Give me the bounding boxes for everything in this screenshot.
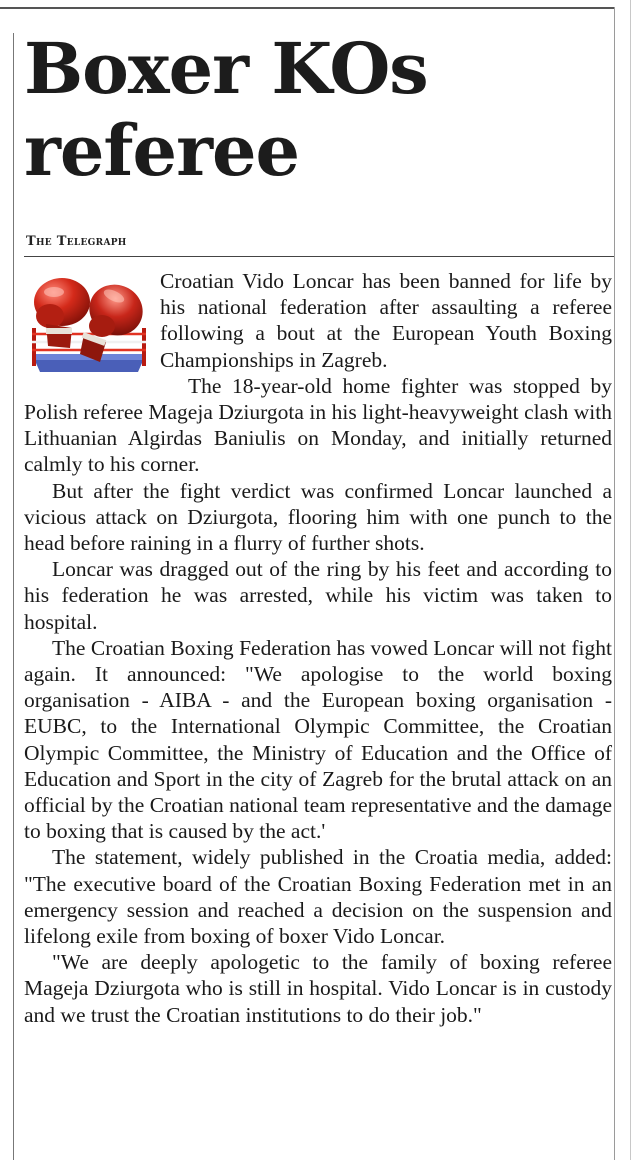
article-paragraph: But after the fight verdict was confirmed Loncar launched a vicious attack on Dziurgota, flooring him with one punch to the head before raining in a flurry of further shots. xyxy=(24,478,612,556)
top-rule xyxy=(0,7,614,9)
article-paragraph: The Croatian Boxing Federation has vowed Loncar will not fight again. It announced: "We apologise to the world boxing organisation - AIBA - and the European boxing organisation - EUBC, to the International Olympic Committee, the Croatian Olympic Committee, the Ministry of Education and the Office of Education and Sport in the city of Zagreb for the brutal attack on an official by the Croatian national team representative and the damage to boxing that is caused by the act.' xyxy=(24,635,612,844)
article-paragraph: The 18-year-old home fighter was stopped by Polish referee Mageja Dziurgota in his light-heavyweight clash with Lithuanian Algirdas Baniulis on Monday, and initially returned calmly to his corner. xyxy=(24,373,612,477)
left-column-rule xyxy=(13,33,14,1160)
article-paragraph: Loncar was dragged out of the ring by his feet and according to his federation he was arrested, while his victim was taken to hospital. xyxy=(24,557,612,634)
boxing-gloves-icon xyxy=(24,272,154,380)
adjacent-column-rule xyxy=(630,0,631,1160)
article-paragraph: "We are deeply apologetic to the family of boxing referee Mageja Dziurgota who is still in hospital. Vido Loncar is in custody and we trust the Croatian institutions to do their job." xyxy=(24,950,612,1027)
right-column-rule xyxy=(614,7,615,1160)
article-body xyxy=(24,268,612,1028)
headline: Boxer KOs referee xyxy=(24,27,428,192)
byline-divider xyxy=(24,256,614,257)
source-byline: The Telegraph xyxy=(26,234,127,249)
article-paragraph: Croatian Vido Loncar has been banned for life by his national federation after assaulting a referee following a bout at the European Youth Boxing Championships in Zagreb. xyxy=(160,269,612,372)
article-paragraph: The statement, widely published in the Croatia media, added: "The executive board of the Croatian Boxing Federation met in an emergency session and reached a decision on the suspension and lifelong exile from boxing of boxer Vido Loncar. xyxy=(24,845,612,949)
